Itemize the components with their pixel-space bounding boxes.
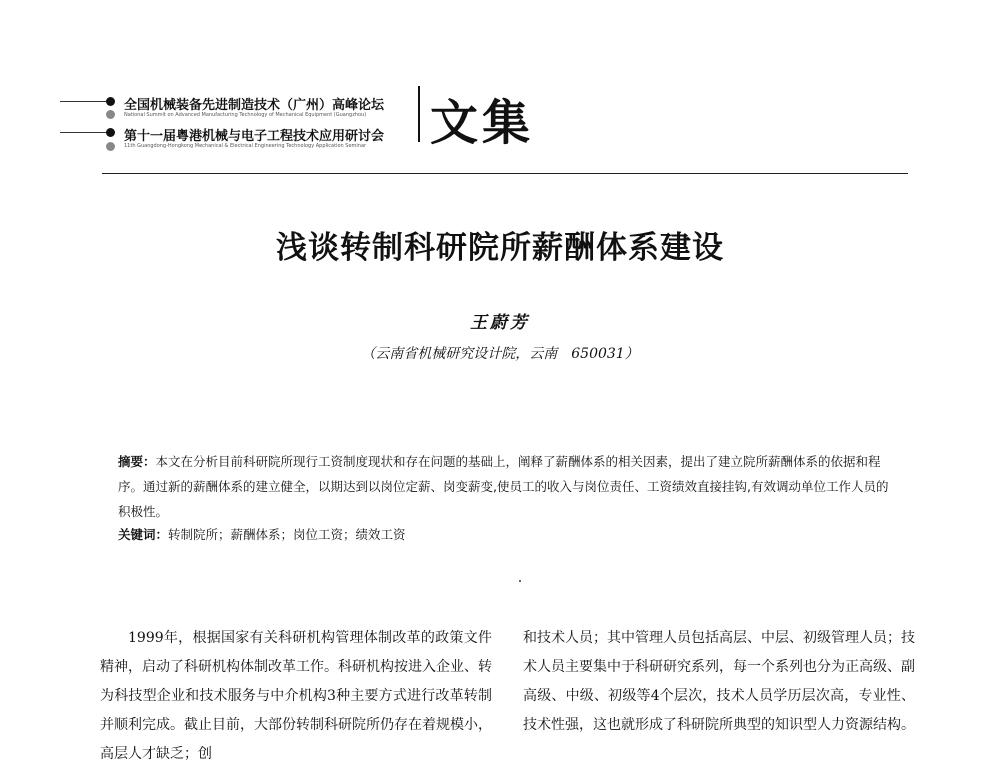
collection-label: 文集 [430, 95, 535, 151]
body-left-column [100, 624, 492, 769]
conference-title: 第十一届粤港机械与电子工程技术应用研讨会 [124, 129, 385, 144]
forum-subtitle: National Summit on Advanced Manufacturing Technology of Mechanical Equipment (Guangzhou) [124, 112, 367, 118]
keywords-text: 转制院所；薪酬体系；岗位工资；绩效工资 [168, 527, 406, 542]
bullet-icon [106, 110, 115, 119]
header-line-bottom [60, 132, 110, 133]
bullet-icon [106, 142, 115, 151]
article-affiliation: （云南省机械研究设计院，云南 650031） [361, 346, 639, 362]
body-paragraph: 1999年，根据国家有关科研机构管理体制改革的政策文件精神，启动了科研机构体制改革工作。科研机构按进入企业、转为科技型企业和技术服务与中介机构3种主要方式进行改革转制并顺利完成。截止目前，大部份转制科研院所仍存在着规模小，高层人才缺乏；创 [100, 630, 492, 762]
header-line-top [60, 101, 110, 102]
abstract-text: 本文在分析目前科研院所现行工资制度现状和存在问题的基础上，阐释了薪酬体系的相关因素，提出了建立院所薪酬体系的依据和程序。通过新的薪酬体系的建立健全，以期达到以岗位定薪、岗变薪变,使员工的收入与岗位责任、工资绩效直接挂钩,有效调动单位工作人员的积极性。 [118, 454, 889, 519]
body-paragraph: 和技术人员；其中管理人员包括高层、中层、初级管理人员；技术人员主要集中于科研研究系列，每一个系列也分为正高级、副高级、中级、初级等4个层次，技术人员学历层次高，专业性、技术性强，这也就形成了科研院所典型的知识型人力资源结构。 [523, 630, 915, 733]
abstract [118, 449, 898, 524]
header-divider [418, 86, 420, 142]
keywords-label: 关键词： [118, 527, 169, 542]
scan-speck [519, 580, 521, 582]
header-rule [102, 173, 908, 174]
conference-subtitle: 11th Guangdong-Hongkong Mechanical & Electrical Engineering Technology Application Seminar [124, 143, 367, 149]
article-title: 浅谈转制科研院所薪酬体系建设 [276, 230, 724, 266]
body-right-column [523, 624, 915, 740]
abstract-label: 摘要： [118, 454, 156, 469]
forum-title: 全国机械装备先进制造技术（广州）高峰论坛 [124, 98, 385, 113]
bullet-icon [106, 128, 115, 137]
keywords [118, 525, 898, 543]
article-author: 王蔚芳 [470, 313, 530, 333]
bullet-icon [106, 97, 115, 106]
